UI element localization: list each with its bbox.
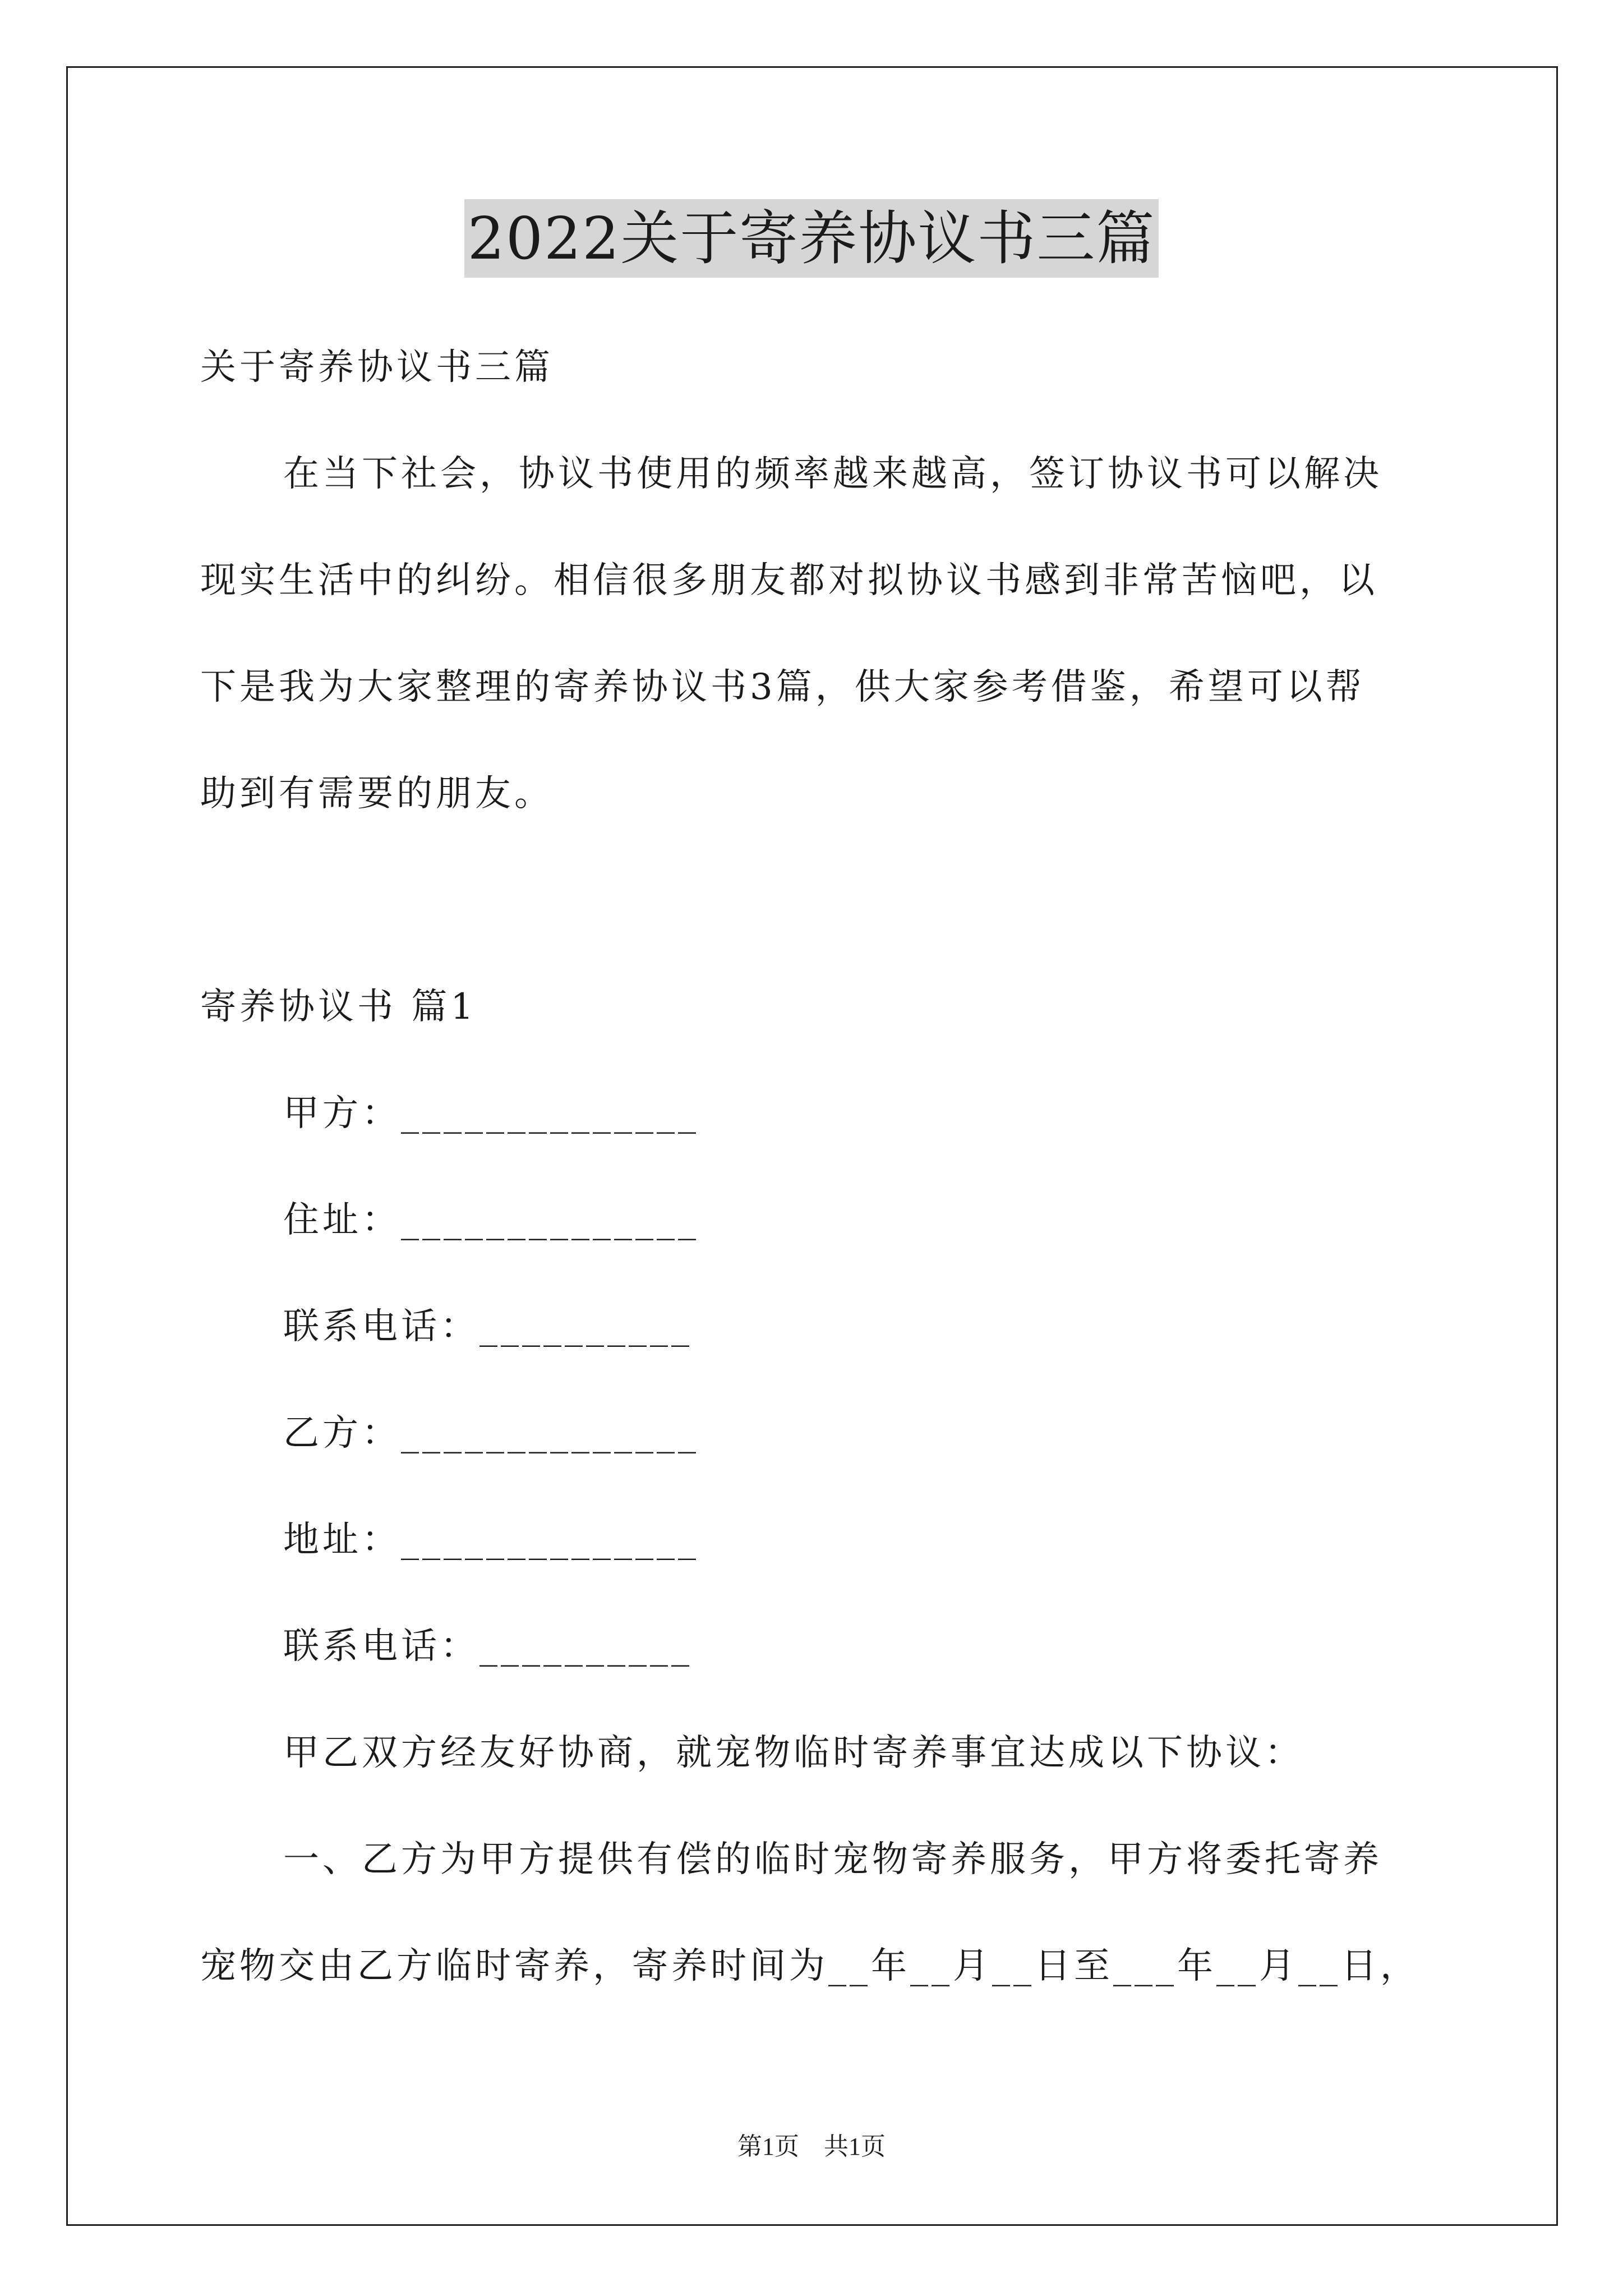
intro-line: 现实生活中的纠纷。相信很多朋友都对拟协议书感到非常苦恼吧，以	[200, 560, 1378, 601]
field-phone-a: 联系电话：__________	[283, 1306, 693, 1347]
body-line: 宠物交由乙方临时寄养，寄养时间为__年__月__日至___年__月__日，	[200, 1945, 1419, 1987]
intro-line: 在当下社会，协议书使用的频率越来越高，签订协议书可以解决	[283, 453, 1382, 495]
document-subtitle: 关于寄养协议书三篇	[200, 347, 554, 388]
document-title: 2022关于寄养协议书三篇	[464, 199, 1159, 278]
intro-line: 下是我为大家整理的寄养协议书3篇，供大家参考借鉴，希望可以帮	[200, 666, 1365, 708]
title-container	[0, 199, 1623, 278]
document-body	[200, 314, 1434, 2019]
field-party-a: 甲方：______________	[283, 1093, 699, 1134]
body-line: 甲乙双方经友好协商，就宠物临时寄养事宜达成以下协议：	[283, 1732, 1304, 1774]
field-address-a: 住址：______________	[283, 1199, 699, 1241]
field-party-b: 乙方：______________	[283, 1412, 699, 1454]
field-address-b: 地址：______________	[283, 1519, 699, 1561]
field-phone-b: 联系电话：__________	[283, 1626, 693, 1667]
section-heading: 寄养协议书 篇1	[200, 986, 477, 1028]
page-footer: 第1页 共1页	[737, 2133, 886, 2160]
blank-line	[200, 847, 1434, 954]
body-line: 一、乙方为甲方提供有偿的临时宠物寄养服务，甲方将委托寄养	[283, 1839, 1382, 1880]
intro-line: 助到有需要的朋友。	[200, 773, 554, 815]
